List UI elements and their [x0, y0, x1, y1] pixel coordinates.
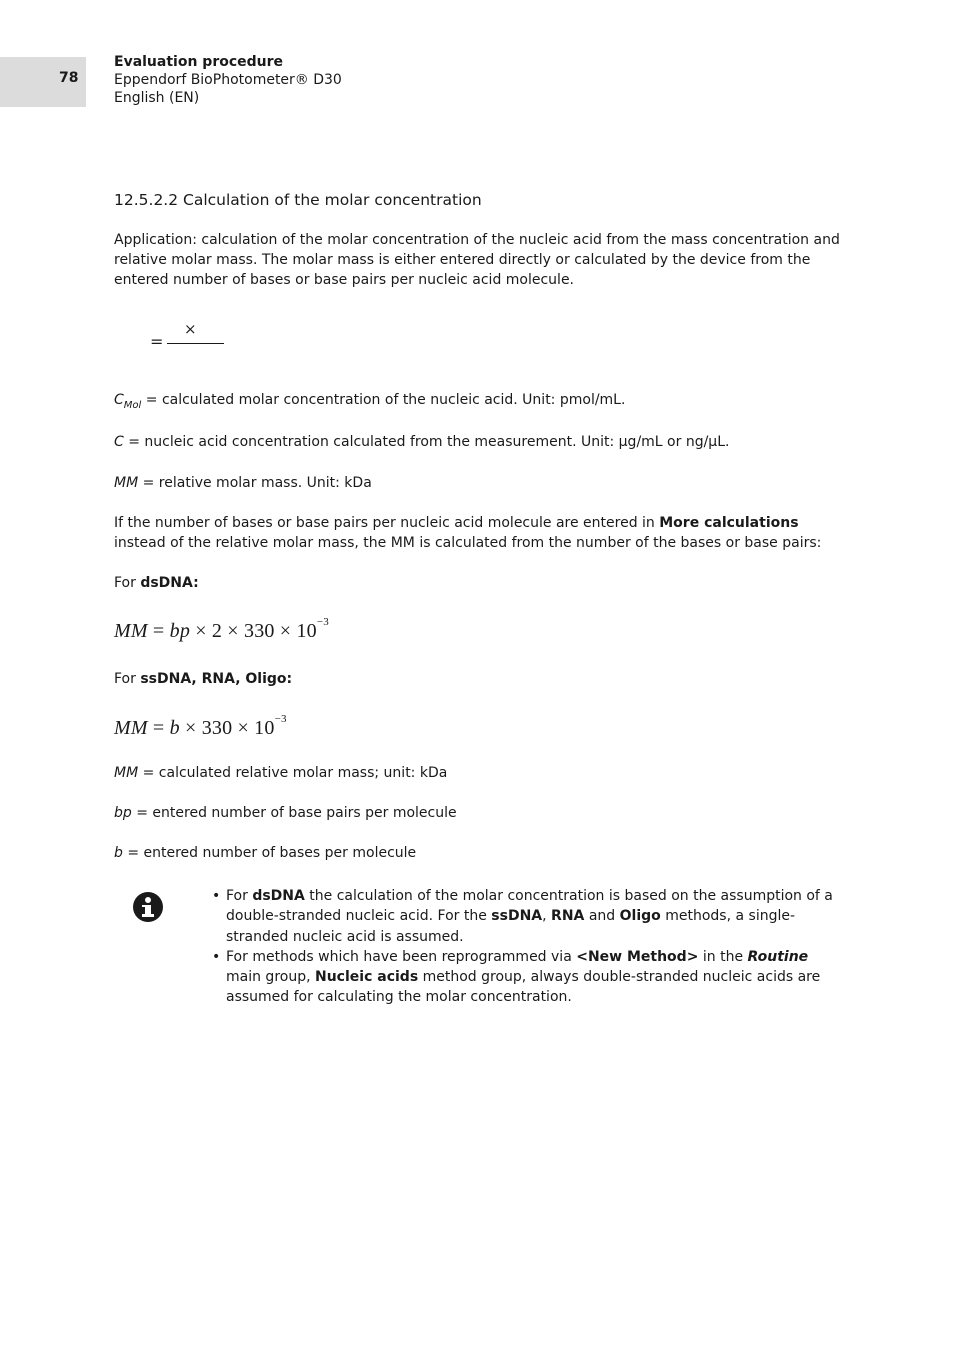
c-text: = nucleic acid concentration calculated from the measurement. Unit: µg/mL or ng/µL.	[123, 434, 730, 450]
ssdna-formula-var: b	[169, 717, 180, 739]
legend-mm-variable: MM	[114, 765, 139, 781]
note-dsdna: dsDNA	[252, 888, 305, 904]
chapter-title: Evaluation procedure	[114, 54, 284, 70]
note-text: method group, always double-stranded nucleic acids are assumed for calculating the molar concentration.	[226, 969, 821, 1006]
more-calc-text-2: instead of the relative molar mass, the MM is calculated from the number of the bases or base pairs:	[114, 535, 822, 551]
dsdna-formula-rest: × 2 × 330 × 10	[190, 620, 317, 642]
legend-mm-text: = calculated relative molar mass; unit: kDa	[138, 765, 448, 781]
note-text: ,	[542, 908, 552, 925]
dsdna-formula-var: bp	[169, 620, 191, 642]
running-header	[114, 53, 342, 107]
dsdna-formula-lhs: MM	[114, 620, 148, 642]
dsdna-formula	[114, 616, 329, 643]
ssdna-label: ssDNA, RNA, Oligo:	[140, 671, 293, 687]
note-list	[212, 886, 842, 1008]
ssdna-heading	[114, 669, 844, 689]
product-name: Eppendorf BioPhotometer® D30	[114, 72, 342, 88]
definition-c	[114, 432, 844, 452]
info-icon	[133, 892, 163, 922]
cmol-variable: C	[114, 392, 124, 408]
cmol-subscript: Mol	[123, 399, 142, 411]
cmol-text: = calculated molar concentration of the nucleic acid. Unit: pmol/mL.	[141, 392, 626, 408]
ssdna-formula-lhs: MM	[114, 717, 148, 739]
c-variable: C	[114, 434, 124, 450]
intro-paragraph: Application: calculation of the molar concentration of the nucleic acid from the mass concentration and relative molar mass. The molar mass is either entered directly or calculated by the device from the entered number of bases or base pairs per nucleic acid molecule.	[114, 232, 840, 288]
ssdna-prefix: For	[114, 671, 141, 687]
molar-fraction-formula	[150, 320, 230, 356]
fraction-equals: =	[150, 332, 164, 351]
legend-b	[114, 843, 844, 863]
note-rna: RNA	[551, 908, 585, 925]
note-new-method: <New Method>	[576, 948, 699, 965]
ssdna-formula	[114, 713, 287, 740]
note-text: and	[584, 908, 620, 925]
note-routine: Routine	[747, 948, 809, 965]
list-item	[212, 886, 842, 947]
dsdna-heading	[114, 573, 844, 593]
more-calc-text-1: If the number of bases or base pairs per nucleic acid molecule are entered in	[114, 515, 660, 531]
fraction-times: ×	[184, 320, 197, 338]
note-text: the calculation of the molar concentration is based on the assumption of a double-stranded nucleic acid. For the	[226, 888, 833, 925]
legend-b-variable: b	[114, 845, 123, 861]
note-text: main group,	[226, 969, 315, 986]
mm-text: = relative molar mass. Unit: kDa	[138, 475, 372, 491]
dsdna-prefix: For	[114, 575, 141, 591]
more-calculations-paragraph	[114, 513, 844, 553]
dsdna-formula-exp: −3	[316, 616, 329, 629]
note-text: in the	[698, 948, 748, 965]
more-calc-bold: More calculations	[659, 515, 799, 531]
definition-cmol	[114, 390, 844, 416]
page-number: 78	[59, 70, 79, 86]
note-text: For	[226, 888, 253, 904]
legend-b-text: = entered number of bases per molecule	[122, 845, 417, 861]
note-text: For methods which have been reprogrammed via	[226, 948, 577, 965]
ssdna-formula-rest: × 330 × 10	[179, 717, 275, 739]
language-label: English (EN)	[114, 90, 200, 106]
fraction-bar	[167, 343, 224, 344]
dsdna-formula-eq: =	[147, 620, 170, 642]
ssdna-formula-eq: =	[147, 717, 170, 739]
legend-bp-text: = entered number of base pairs per molecule	[131, 805, 457, 821]
note-ssdna: ssDNA	[491, 908, 543, 925]
legend-bp	[114, 803, 844, 823]
section-title: 12.5.2.2 Calculation of the molar concentration	[114, 191, 482, 209]
legend-mm	[114, 763, 844, 783]
list-item	[212, 947, 842, 1008]
legend-bp-variable: bp	[114, 805, 132, 821]
bullet-marker: •	[212, 888, 221, 904]
bullet-marker: •	[212, 948, 221, 965]
note-text: methods, a single-stranded nucleic acid is assumed.	[226, 908, 796, 945]
definition-mm	[114, 473, 844, 493]
dsdna-label: dsDNA:	[140, 575, 199, 591]
note-oligo: Oligo	[619, 908, 661, 925]
ssdna-formula-exp: −3	[274, 713, 287, 726]
note-nucleic-acids: Nucleic acids	[315, 969, 419, 986]
mm-variable: MM	[114, 475, 139, 491]
